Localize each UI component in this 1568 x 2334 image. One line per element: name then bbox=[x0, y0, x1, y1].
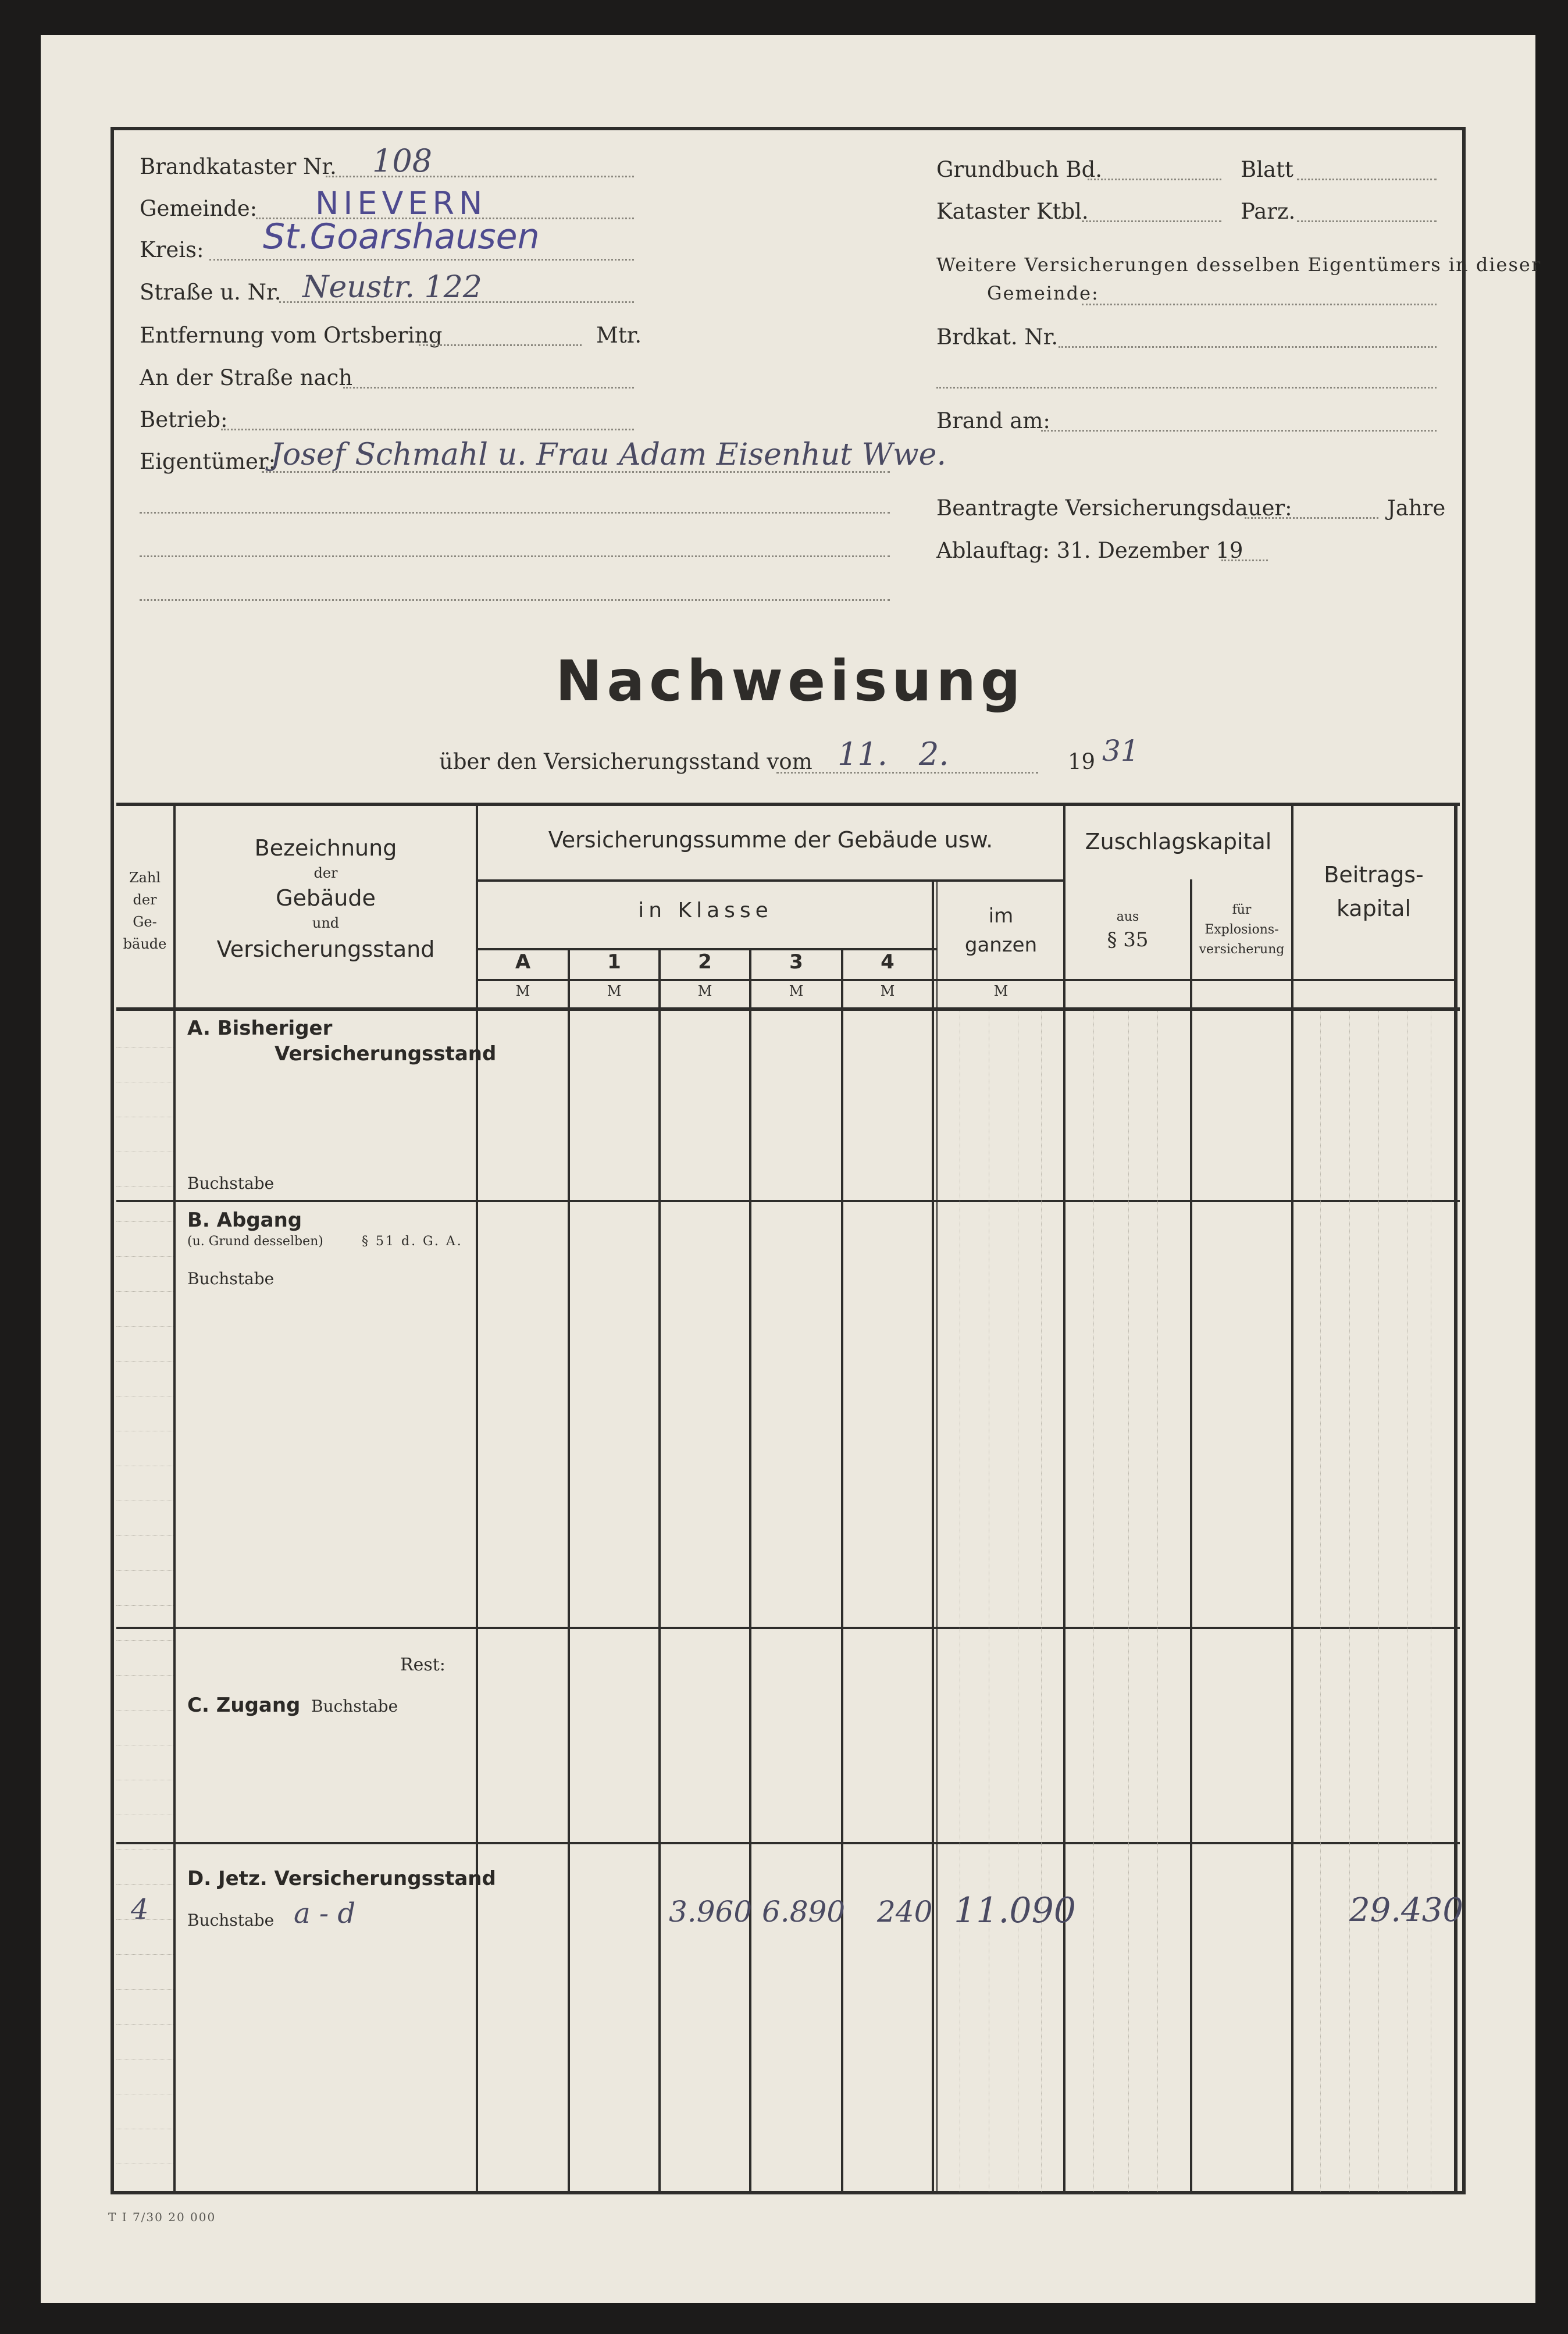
weitere-line2: Gemeinde: bbox=[987, 282, 1099, 304]
section-b-buchstabe: Buchstabe bbox=[187, 1269, 275, 1288]
row-rule bbox=[116, 1710, 173, 1711]
brand-label: Brand am: bbox=[936, 408, 1050, 433]
grundbuch-label: Grundbuch Bd. bbox=[936, 157, 1103, 182]
brandkataster-value: 108 bbox=[372, 142, 433, 179]
subtitle-day: 11. bbox=[838, 736, 888, 772]
strasse-label: Straße u. Nr. bbox=[140, 280, 281, 305]
col-explosion-header: für Explosions- versicherung bbox=[1199, 903, 1285, 957]
ablauftag-label: Ablauftag: 31. Dezember 19 bbox=[936, 538, 1243, 563]
d-ganzen-value: 11.090 bbox=[954, 1890, 1076, 1931]
row-rule bbox=[116, 2024, 173, 2025]
col-beitrag-header: Beitrags- kapital bbox=[1324, 862, 1424, 921]
col-bezeichnung-header: Bezeichnung der Gebäude und Versicherungsstand bbox=[216, 835, 435, 962]
unit-4: M bbox=[880, 983, 895, 999]
row-rule bbox=[116, 1221, 173, 1222]
section-b-title: B. Abgang bbox=[187, 1209, 302, 1232]
row-rule bbox=[116, 1535, 173, 1536]
d-beitrag-value: 29.430 bbox=[1349, 1891, 1463, 1929]
kreis-stamp: St.Goarshausen bbox=[263, 216, 540, 257]
row-rule bbox=[116, 1291, 173, 1292]
klasse-2: 2 bbox=[698, 950, 712, 974]
subtitle-year-suffix: 31 bbox=[1102, 734, 1139, 768]
klasse-3: 3 bbox=[789, 950, 803, 974]
col-aus-header: aus § 35 bbox=[1107, 910, 1149, 952]
weitere-line1: Weitere Versicherungen desselben Eigentümers in dieser bbox=[936, 254, 1542, 276]
d-zahl-value: 4 bbox=[131, 1893, 149, 1926]
row-rule bbox=[116, 1186, 173, 1187]
dauer-label: Beantragte Versicherungsdauer: bbox=[936, 496, 1292, 521]
subtitle-label: über den Versicherungsstand vom bbox=[439, 749, 812, 774]
strasse-value: Neustr. 122 bbox=[302, 270, 482, 305]
row-rule bbox=[116, 1326, 173, 1327]
entfernung-unit: Mtr. bbox=[596, 323, 642, 348]
d-klasse2-value: 3.960 bbox=[669, 1895, 753, 1929]
section-a-buchstabe: Buchstabe bbox=[187, 1174, 275, 1193]
row-rule bbox=[116, 1570, 173, 1571]
eigentuemer-label: Eigentümer: bbox=[140, 449, 276, 474]
document-title: Nachweisung bbox=[555, 648, 1025, 714]
row-rule bbox=[116, 1256, 173, 1257]
section-a-title2: Versicherungsstand bbox=[275, 1042, 497, 1066]
strasse-nach-label: An der Straße nach bbox=[140, 365, 353, 390]
betrieb-label: Betrieb: bbox=[140, 407, 228, 432]
section-c-title: C. Zugang bbox=[187, 1694, 301, 1717]
gemeinde-stamp: NIEVERN bbox=[315, 185, 487, 222]
unit-ganzen: M bbox=[993, 983, 1008, 999]
col-ganzen-header: im ganzen bbox=[964, 904, 1038, 957]
kataster-label: Kataster Ktbl. bbox=[936, 199, 1089, 224]
row-rule bbox=[116, 1884, 173, 1885]
row-rule bbox=[116, 1605, 173, 1606]
row-rule bbox=[116, 1919, 173, 1920]
unit-a: M bbox=[515, 983, 530, 999]
kreis-label: Kreis: bbox=[140, 237, 204, 262]
klasse-1: 1 bbox=[607, 950, 621, 974]
col-zahl-header: Zahl der Ge- bäude bbox=[123, 870, 167, 952]
section-d-title: D. Jetz. Versicherungsstand bbox=[187, 1867, 496, 1890]
section-d-buchstabe: Buchstabe bbox=[187, 1911, 275, 1930]
section-c-buchstabe: Buchstabe bbox=[311, 1697, 398, 1716]
unit-3: M bbox=[789, 983, 804, 999]
d-klasse3-value: 6.890 bbox=[762, 1895, 846, 1929]
row-rule bbox=[116, 1675, 173, 1676]
col-zuschlag-header: Zuschlagskapital bbox=[1085, 829, 1272, 854]
brandkataster-label: Brandkataster Nr. bbox=[140, 154, 337, 179]
klasse-4: 4 bbox=[881, 950, 895, 974]
section-a-title: A. Bisheriger bbox=[187, 1017, 333, 1040]
col-klasse-header: in Klasse bbox=[638, 899, 773, 922]
d-klasse4-value: 240 bbox=[877, 1895, 933, 1929]
unit-1: M bbox=[607, 983, 622, 999]
col-summe-header: Versicherungssumme der Gebäude usw. bbox=[548, 827, 993, 853]
section-b-para: § 51 d. G. A. bbox=[362, 1234, 463, 1249]
brdkat-label: Brdkat. Nr. bbox=[936, 325, 1059, 350]
section-b-sub: (u. Grund desselben) bbox=[187, 1234, 323, 1249]
footer-code: T I 7/30 20 000 bbox=[108, 2210, 216, 2224]
section-d-buchstabe-value: a - d bbox=[294, 1897, 356, 1930]
rest-label: Rest: bbox=[400, 1655, 446, 1675]
subtitle-month: 2. bbox=[919, 736, 949, 772]
row-rule bbox=[116, 1954, 173, 1955]
blatt-label: Blatt bbox=[1241, 157, 1293, 182]
gemeinde-label: Gemeinde: bbox=[140, 196, 258, 221]
row-rule bbox=[116, 1361, 173, 1362]
entfernung-label: Entfernung vom Ortsbering bbox=[140, 323, 443, 348]
row-rule bbox=[116, 1989, 173, 1990]
dauer-unit: Jahre bbox=[1387, 496, 1446, 521]
eigentuemer-value: Josef Schmahl u. Frau Adam Eisenhut Wwe. bbox=[270, 437, 946, 472]
klasse-a: A bbox=[515, 950, 531, 974]
row-rule bbox=[116, 1640, 173, 1641]
subtitle-year-prefix: 19 bbox=[1068, 749, 1096, 774]
unit-2: M bbox=[697, 983, 712, 999]
parz-label: Parz. bbox=[1241, 199, 1296, 224]
